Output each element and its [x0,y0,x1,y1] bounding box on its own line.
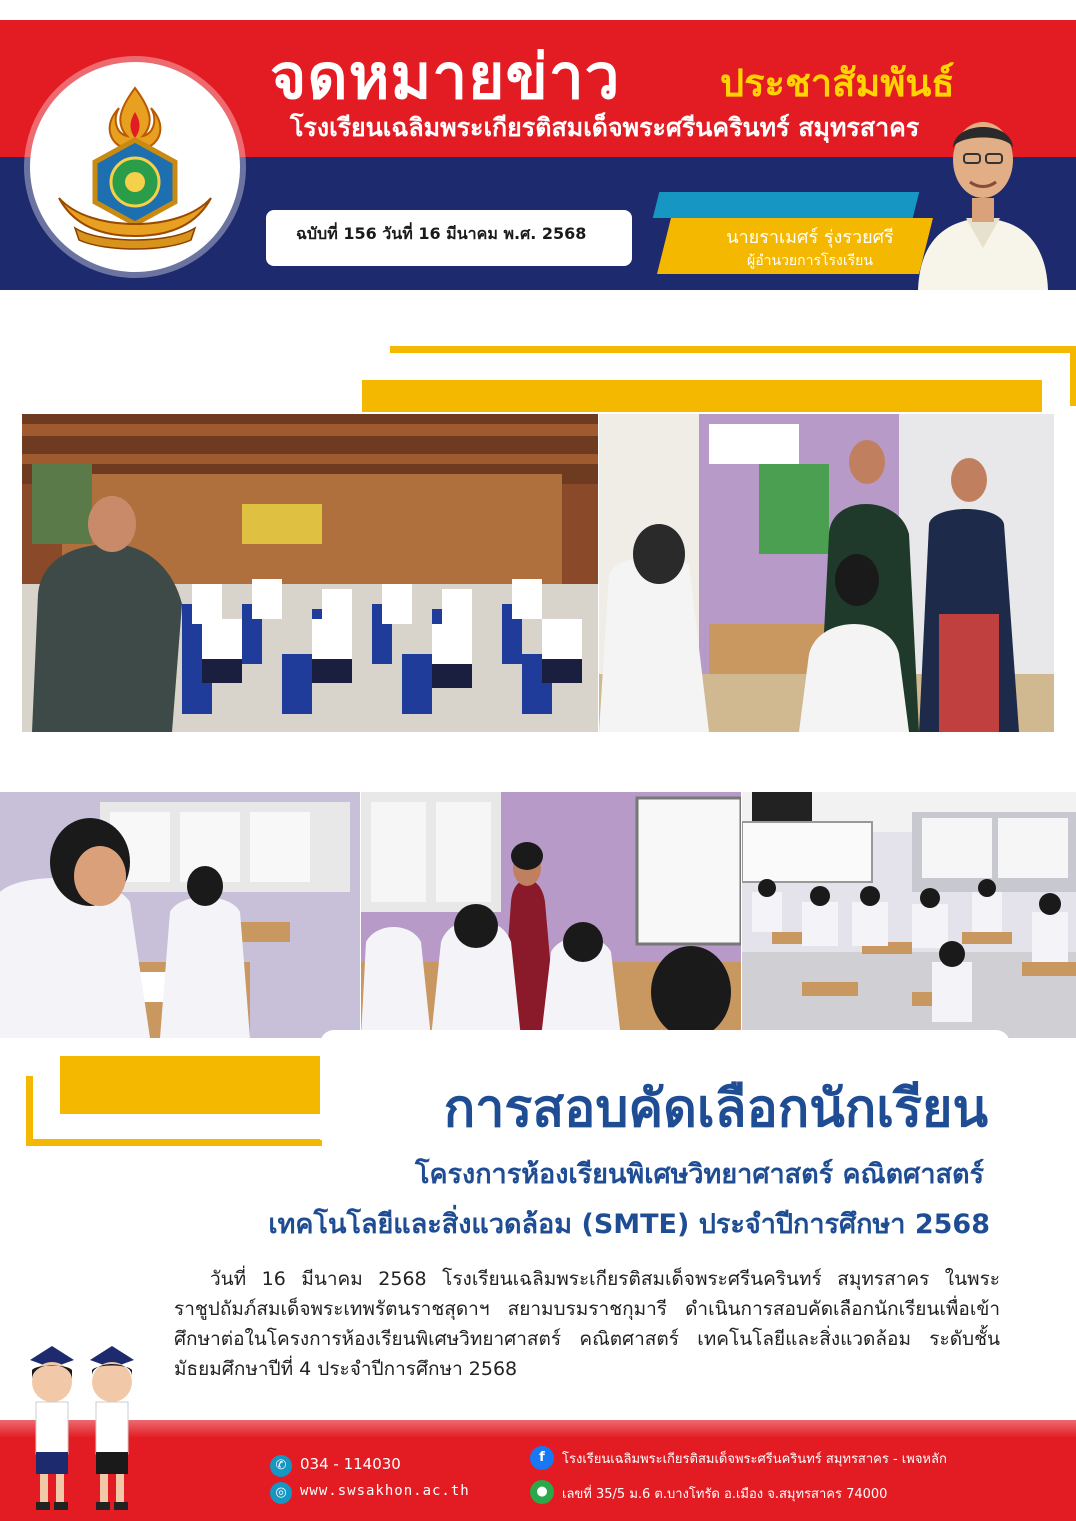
photo-exam-room [742,792,1076,1038]
photo-director-visit [599,414,1054,732]
footer-shine [0,1420,1076,1438]
director-role: ผู้อำนวยการโรงเรียน [747,253,873,269]
student-mascots-icon [22,1340,142,1512]
phone-icon: ✆ [270,1455,292,1477]
article-body [174,1264,1000,1384]
footer-facebook[interactable]: โรงเรียนเฉลิมพระเกียรติสมเด็จพระศรีนครินทร์ สมุทรสาคร - เพจหลัก [562,1452,947,1467]
footer-phone[interactable]: 034 - 114030 [300,1455,401,1473]
map-pin-icon: ● [530,1480,554,1504]
decor-gold-frame [26,1076,322,1146]
footer-address: เลขที่ 35/5 ม.6 ต.บางโทรัด อ.เมือง จ.สมุทรสาคร 74000 [562,1487,888,1502]
decor-gold-line [390,346,1076,353]
director-portrait-icon [908,98,1058,290]
article-headline: การสอบคัดเลือกนักเรียน [443,1079,988,1139]
director-teal-ribbon [653,192,919,218]
director-name: นายราเมศร์ รุ่งรวยศรี [726,227,894,248]
photo-student-writing [0,792,360,1038]
article-subheading-1: โครงการห้องเรียนพิเศษวิทยาศาสตร์ คณิตศาสตร์ [414,1159,984,1190]
newsletter-title: จดหมายข่าว [270,40,621,113]
issue-box [266,210,632,266]
newsletter-subtitle: ประชาสัมพันธ์ [720,61,955,105]
footer-website[interactable]: www.swsakhon.ac.th [300,1483,470,1499]
photo-teacher-proctor [361,792,741,1038]
photo-exam-hall-briefing [22,414,598,732]
issue-number-date: ฉบับที่ 156 วันที่ 16 มีนาคม พ.ศ. 2568 [296,224,587,243]
decor-gold-bar [362,380,1042,412]
school-emblem-icon [45,78,225,258]
article-body-paragraph: วันที่ 16 มีนาคม 2568 โรงเรียนเฉลิมพระเกียรติสมเด็จพระศรีนครินทร์ สมุทรสาคร ในพระราชูปถัมภ์สมเด็จพระเทพรัตนราชสุดาฯ สยามบรมราชกุมารี ดำเนินการสอบคัดเลือกนักเรียนเพื่อเข้าศึกษาต่อในโครงการห้องเรียนพิเศษวิทยาศาสตร์ คณิตศาสตร์ เทคโนโลยีและสิ่งแวดล้อม ระดับชั้นมัธยมศึกษาปีที่ 4 ประจำปีการศึกษา 2568 [174,1268,1000,1380]
facebook-icon: f [530,1446,554,1470]
article-subheading-2: เทคโนโลยีและสิ่งแวดล้อม (SMTE) ประจำปีการศึกษา 2568 [268,1209,990,1240]
school-name: โรงเรียนเฉลิมพระเกียรติสมเด็จพระศรีนครินทร์ สมุทรสาคร [290,113,920,142]
decor-gold-line-right [1070,346,1076,406]
globe-icon: ◎ [270,1482,292,1504]
